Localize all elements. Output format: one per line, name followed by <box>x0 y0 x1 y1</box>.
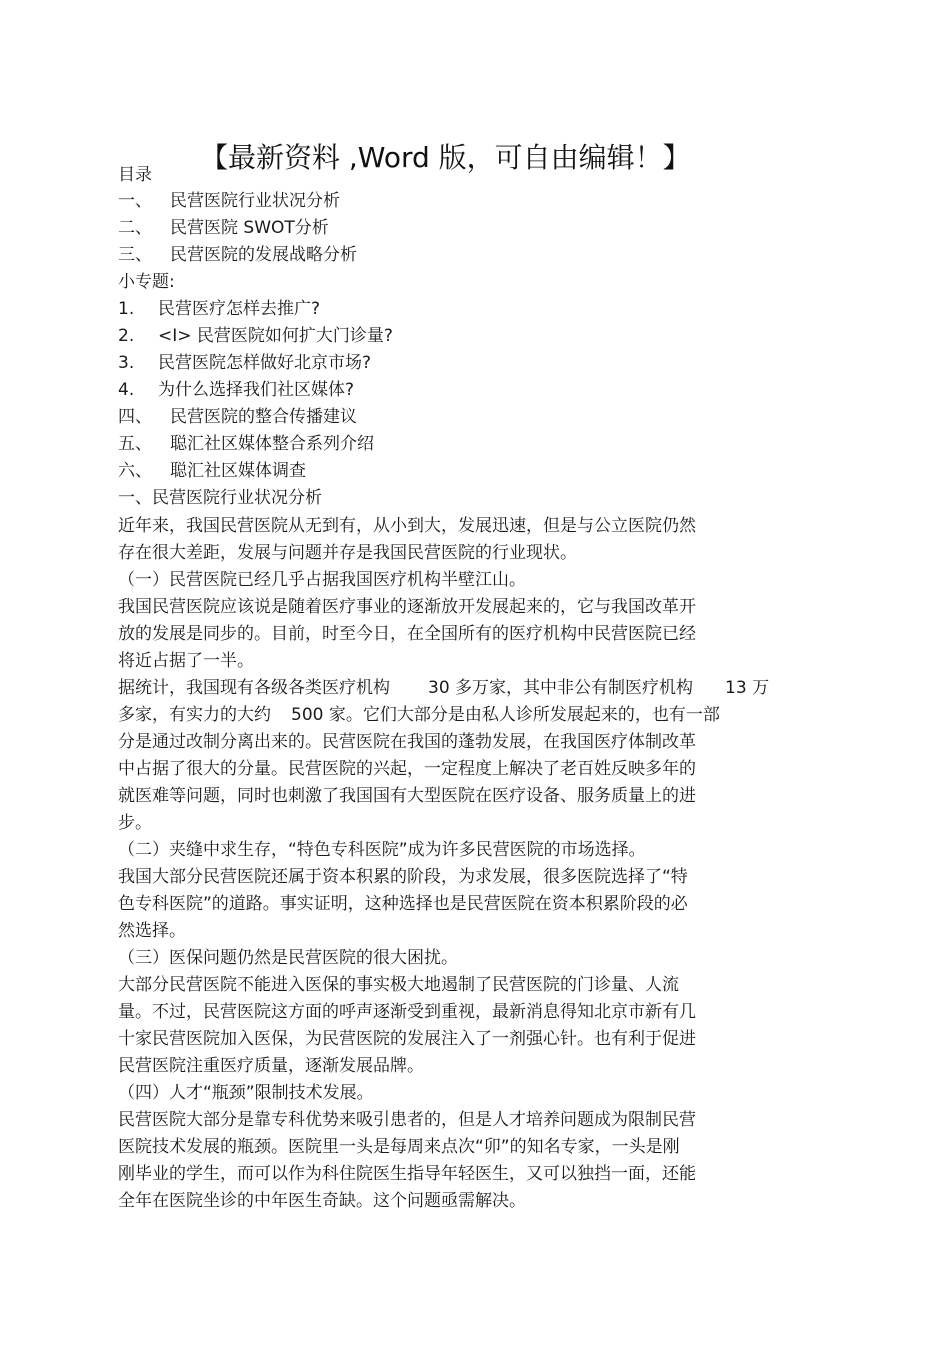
paragraph-line: 量。不过，民营医院这方面的呼声逐渐受到重视，最新消息得知北京市新有几 <box>118 1002 696 1022</box>
toc-item-text: 民营医院的整合传播建议 <box>170 407 357 427</box>
toc-sub-item-text: 民营医疗怎样去推广? <box>158 299 321 319</box>
paragraph-line <box>118 677 769 699</box>
toc-item <box>118 244 357 266</box>
toc-sub-item-number: 1. <box>118 299 135 319</box>
paragraph-line: 色专科医院”的道路。事实证明，这种选择也是民营医院在资本积累阶段的必 <box>118 894 688 914</box>
text-run: 据统计，我国现有各级各类医疗机构 <box>118 678 390 698</box>
section-heading: 一、民营医院行业状况分析 <box>118 488 322 508</box>
toc-item <box>118 190 340 212</box>
paragraph-line: 医院技术发展的瓶颈。医院里一头是每周来点次“卯”的知名专家，一头是刚 <box>118 1137 680 1157</box>
paragraph-line: 然选择。 <box>118 921 186 941</box>
paragraph-line <box>118 704 720 726</box>
paragraph-line: 将近占据了一半。 <box>118 651 254 671</box>
toc-title: 目录 <box>118 165 152 185</box>
toc-item-text: 聪汇社区媒体调查 <box>170 461 306 481</box>
toc-sub-item-number: 3. <box>118 353 135 373</box>
toc-item-text: 聪汇社区媒体整合系列介绍 <box>170 434 374 454</box>
toc-sub-item <box>118 298 320 320</box>
text-run: 30 多万家，其中非公有制医疗机构 <box>428 678 694 698</box>
subsection-heading: （四）人才“瓶颈”限制技术发展。 <box>118 1083 374 1103</box>
toc-item <box>118 460 306 482</box>
paragraph-line: 我国大部分民营医院还属于资本积累的阶段，为求发展，很多医院选择了“特 <box>118 867 688 887</box>
toc-item <box>118 406 357 428</box>
text-run: 多家，有实力的大约 <box>118 705 271 725</box>
toc-item-number: 五、 <box>118 434 152 454</box>
toc-item-number: 一、 <box>118 191 152 211</box>
toc-item <box>118 433 374 455</box>
paragraph-line: 近年来，我国民营医院从无到有，从小到大，发展迅速，但是与公立医院仍然 <box>118 516 696 536</box>
paragraph-line: 就医难等问题，同时也刺激了我国国有大型医院在医疗设备、服务质量上的进 <box>118 786 696 806</box>
toc-sub-item <box>118 379 354 401</box>
paragraph-line: 大部分民营医院不能进入医保的事实极大地遏制了民营医院的门诊量、人流 <box>118 975 679 995</box>
paragraph-line: 刚毕业的学生，而可以作为科住院医生指导年轻医生，又可以独挡一面，还能 <box>118 1164 696 1184</box>
toc-item-number: 四、 <box>118 407 152 427</box>
toc-sub-item <box>118 352 371 374</box>
toc-sub-item-text: <I> 民营医院如何扩大门诊量? <box>158 326 393 346</box>
paragraph-line: 步。 <box>118 813 152 833</box>
paragraph-line: 存在很大差距，发展与问题并存是我国民营医院的行业现状。 <box>118 543 577 563</box>
text-run: 500 家。它们大部分是由私人诊所发展起来的，也有一部 <box>291 705 720 725</box>
toc-sub-item-number: 4. <box>118 380 135 400</box>
paragraph-line: 分是通过改制分离出来的。民营医院在我国的蓬勃发展，在我国医疗体制改革 <box>118 732 696 752</box>
subsection-heading: （二）夹缝中求生存，“特色专科医院”成为许多民营医院的市场选择。 <box>118 840 646 860</box>
toc-item-text: 民营医院的发展战略分析 <box>170 245 357 265</box>
toc-sub-item-number: 2. <box>118 326 135 346</box>
document-banner: 【最新资料 ,Word 版，可自由编辑！】 <box>200 141 691 174</box>
text-run: 13 万 <box>725 678 770 698</box>
toc-item-number: 二、 <box>118 218 152 238</box>
paragraph-line: 十家民营医院加入医保，为民营医院的发展注入了一剂强心针。也有利于促进 <box>118 1029 696 1049</box>
subsection-heading: （一）民营医院已经几乎占据我国医疗机构半壁江山。 <box>118 570 526 590</box>
toc-subtitle: 小专题: <box>118 272 175 292</box>
paragraph-line: 民营医院大部分是靠专科优势来吸引患者的，但是人才培养问题成为限制民营 <box>118 1110 696 1130</box>
toc-item-number: 三、 <box>118 245 152 265</box>
toc-item-text: 民营医院 SWOT分析 <box>170 218 329 238</box>
toc-sub-item-text: 民营医院怎样做好北京市场? <box>158 353 372 373</box>
paragraph-line: 民营医院注重医疗质量，逐渐发展品牌。 <box>118 1056 424 1076</box>
paragraph-line: 我国民营医院应该说是随着医疗事业的逐渐放开发展起来的，它与我国改革开 <box>118 597 696 617</box>
toc-sub-item <box>118 325 393 347</box>
toc-item-text: 民营医院行业状况分析 <box>170 191 340 211</box>
paragraph-line: 全年在医院坐诊的中年医生奇缺。这个问题亟需解决。 <box>118 1191 526 1211</box>
toc-sub-item-text: 为什么选择我们社区媒体? <box>158 380 355 400</box>
paragraph-line: 放的发展是同步的。目前，时至今日，在全国所有的医疗机构中民营医院已经 <box>118 624 696 644</box>
paragraph-line: 中占据了很大的分量。民营医院的兴起，一定程度上解决了老百姓反映多年的 <box>118 759 696 779</box>
toc-item <box>118 217 329 239</box>
subsection-heading: （三）医保问题仍然是民营医院的很大困扰。 <box>118 948 458 968</box>
toc-item-number: 六、 <box>118 461 152 481</box>
